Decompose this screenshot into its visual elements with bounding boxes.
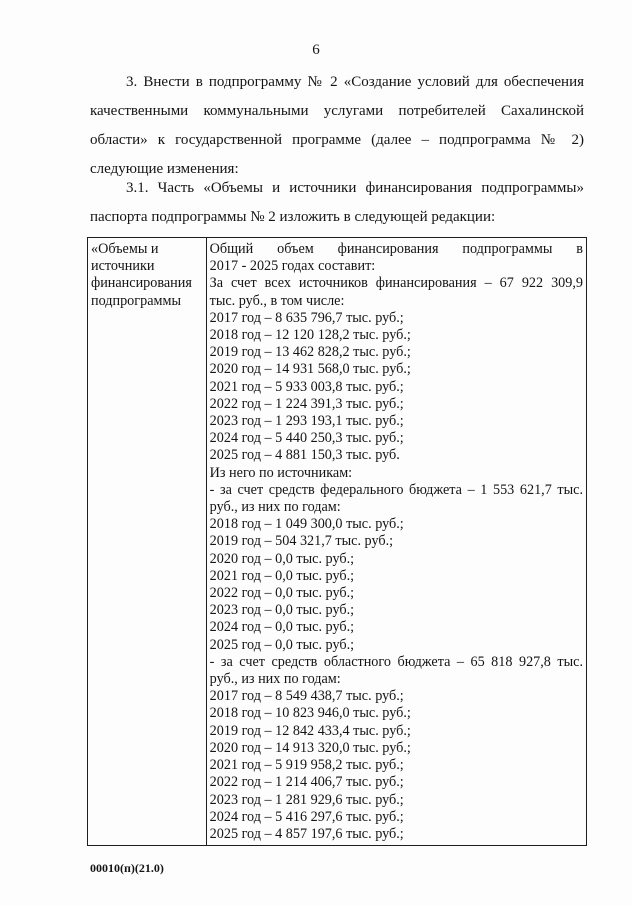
content-line: - за счет средств областного бюджета – 65 818 927,8 тыс. bbox=[209, 653, 583, 670]
content-line: - за счет средств федерального бюджета – 1 553 621,7 тыс. bbox=[209, 481, 583, 498]
content-line: 2021 год – 5 919 958,2 тыс. руб.; bbox=[209, 757, 404, 774]
content-line: 2023 год – 1 293 193,1 тыс. руб.; bbox=[209, 413, 404, 430]
content-line: 2021 год – 0,0 тыс. руб.; bbox=[209, 567, 355, 584]
content-line: Из него по источникам: bbox=[209, 464, 353, 481]
paragraph-item-3 bbox=[90, 68, 584, 184]
content-line: 2022 год – 1 214 406,7 тыс. руб.; bbox=[209, 774, 404, 791]
page-number: 6 bbox=[312, 42, 320, 58]
passport-table bbox=[87, 237, 587, 846]
label-cell bbox=[88, 238, 207, 846]
content-line: Общий объем финансирования подпрограммы в bbox=[209, 241, 583, 257]
content-line: руб., из них по годам: bbox=[209, 671, 341, 688]
content-line: 2020 год – 14 931 568,0 тыс. руб.; bbox=[209, 361, 411, 378]
content-line: 2018 год – 10 823 946,0 тыс. руб.; bbox=[209, 705, 411, 722]
label-line: источники bbox=[91, 258, 155, 275]
content-line: 2017 - 2025 годах составит: bbox=[209, 258, 376, 275]
label-line: «Объемы и bbox=[91, 241, 159, 257]
content-cell bbox=[206, 238, 586, 846]
content-line: 2024 год – 5 416 297,6 тыс. руб.; bbox=[209, 808, 404, 825]
content-line: 2017 год – 8 549 438,7 тыс. руб.; bbox=[209, 688, 404, 705]
content-line: 2020 год – 0,0 тыс. руб.; bbox=[209, 550, 355, 567]
content-line: тыс. руб., в том числе: bbox=[209, 292, 345, 309]
content-line: руб., из них по годам: bbox=[209, 499, 341, 516]
content-line: 2020 год – 14 913 320,0 тыс. руб.; bbox=[209, 739, 411, 756]
content-line: 2019 год – 13 462 828,2 тыс. руб.; bbox=[209, 344, 411, 361]
content-line: 2017 год – 8 635 796,7 тыс. руб.; bbox=[209, 309, 404, 326]
content-line: 2025 год – 4 881 150,3 тыс. руб. bbox=[209, 447, 400, 464]
content-line: 2021 год – 5 933 003,8 тыс. руб.; bbox=[209, 378, 404, 395]
paragraph-line: 3. Внести в подпрограмму № 2 «Создание условий для обеспечения bbox=[126, 74, 584, 90]
content-line: 2025 год – 4 857 197,6 тыс. руб.; bbox=[209, 825, 404, 842]
paragraph-line: паспорта подпрограммы № 2 изложить в следующей редакции: bbox=[90, 209, 496, 225]
content-line: 2025 год – 0,0 тыс. руб.; bbox=[209, 636, 355, 653]
content-line: 2018 год – 1 049 300,0 тыс. руб.; bbox=[209, 516, 404, 533]
content-line: 2018 год – 12 120 128,2 тыс. руб.; bbox=[209, 327, 411, 344]
content-line: 2023 год – 0,0 тыс. руб.; bbox=[209, 602, 355, 619]
paragraph-line: следующие изменения: bbox=[90, 161, 239, 177]
paragraph-line: 3.1. Часть «Объемы и источники финансирования подпрограммы» bbox=[126, 180, 584, 196]
paragraph-line: качественными коммунальными услугами потребителей Сахалинской bbox=[90, 103, 584, 119]
paragraph-line: области» к государственной программе (далее – подпрограмма № 2) bbox=[90, 132, 584, 148]
content-line: 2023 год – 1 281 929,6 тыс. руб.; bbox=[209, 791, 404, 808]
paragraph-item-3-1 bbox=[90, 174, 584, 232]
content-line: За счет всех источников финансирования – 67 922 309,9 bbox=[209, 275, 583, 292]
content-line: 2024 год – 5 440 250,3 тыс. руб.; bbox=[209, 430, 404, 447]
footer-code: 00010(п)(21.0) bbox=[90, 861, 164, 875]
content-line: 2019 год – 12 842 433,4 тыс. руб.; bbox=[209, 722, 411, 739]
table-row bbox=[88, 238, 587, 846]
content-line: 2019 год – 504 321,7 тыс. руб.; bbox=[209, 533, 394, 550]
content-line: 2022 год – 0,0 тыс. руб.; bbox=[209, 585, 355, 602]
label-line: подпрограммы bbox=[91, 292, 181, 309]
label-line: финансирования bbox=[91, 275, 192, 292]
content-line: 2024 год – 0,0 тыс. руб.; bbox=[209, 619, 355, 636]
content-line: 2022 год – 1 224 391,3 тыс. руб.; bbox=[209, 395, 404, 412]
